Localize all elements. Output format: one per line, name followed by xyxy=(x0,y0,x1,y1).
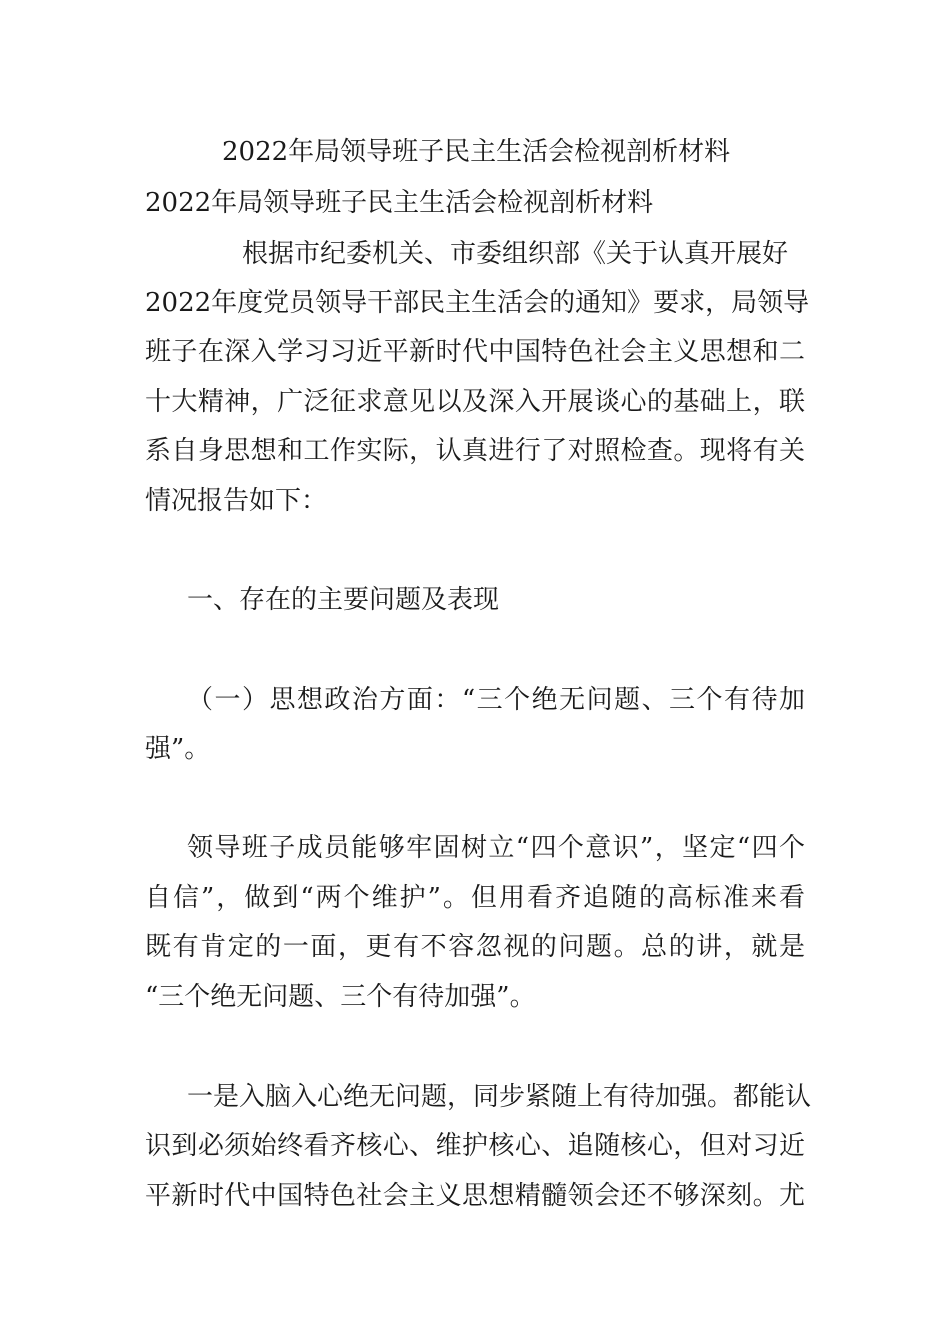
subsection-heading-line: 强”。 xyxy=(145,734,211,764)
intro-line: 根据市纪委机关、市委组织部《关于认真开展好 xyxy=(242,239,789,269)
paragraph-line: 自信”，做到“两个维护”。但用看齐追随的高标准来看 xyxy=(145,883,805,913)
document-subtitle: 2022年局领导班子民主生活会检视剖析材料 xyxy=(145,188,654,218)
paragraph-line: 一是入脑入心绝无问题，同步紧随上有待加强。都能认 xyxy=(187,1082,812,1112)
intro-line: 十大精神，广泛征求意见以及深入开展谈心的基础上，联 xyxy=(145,387,805,417)
subsection-heading-line: （一）思想政治方面：“三个绝无问题、三个有待加 xyxy=(187,685,805,715)
intro-line: 班子在深入学习习近平新时代中国特色社会主义思想和二 xyxy=(145,337,805,367)
paragraph-line: 既有肯定的一面，更有不容忽视的问题。总的讲，就是 xyxy=(145,932,805,962)
paragraph-line: 领导班子成员能够牢固树立“四个意识”，坚定“四个 xyxy=(187,833,805,863)
document-title: 2022年局领导班子民主生活会检视剖析材料 xyxy=(222,137,731,167)
intro-line: 系自身思想和工作实际，认真进行了对照检查。现将有关 xyxy=(145,436,805,466)
paragraph-line: 识到必须始终看齐核心、维护核心、追随核心，但对习近 xyxy=(145,1131,805,1161)
section-heading: 一、存在的主要问题及表现 xyxy=(187,585,500,615)
paragraph-line: 平新时代中国特色社会主义思想精髓领会还不够深刻。尤 xyxy=(145,1181,805,1211)
intro-line: 情况报告如下： xyxy=(145,486,328,516)
intro-line: 2022年度党员领导干部民主生活会的通知》要求，局领导 xyxy=(145,288,810,318)
paragraph-line: “三个绝无问题、三个有待加强”。 xyxy=(145,982,536,1012)
